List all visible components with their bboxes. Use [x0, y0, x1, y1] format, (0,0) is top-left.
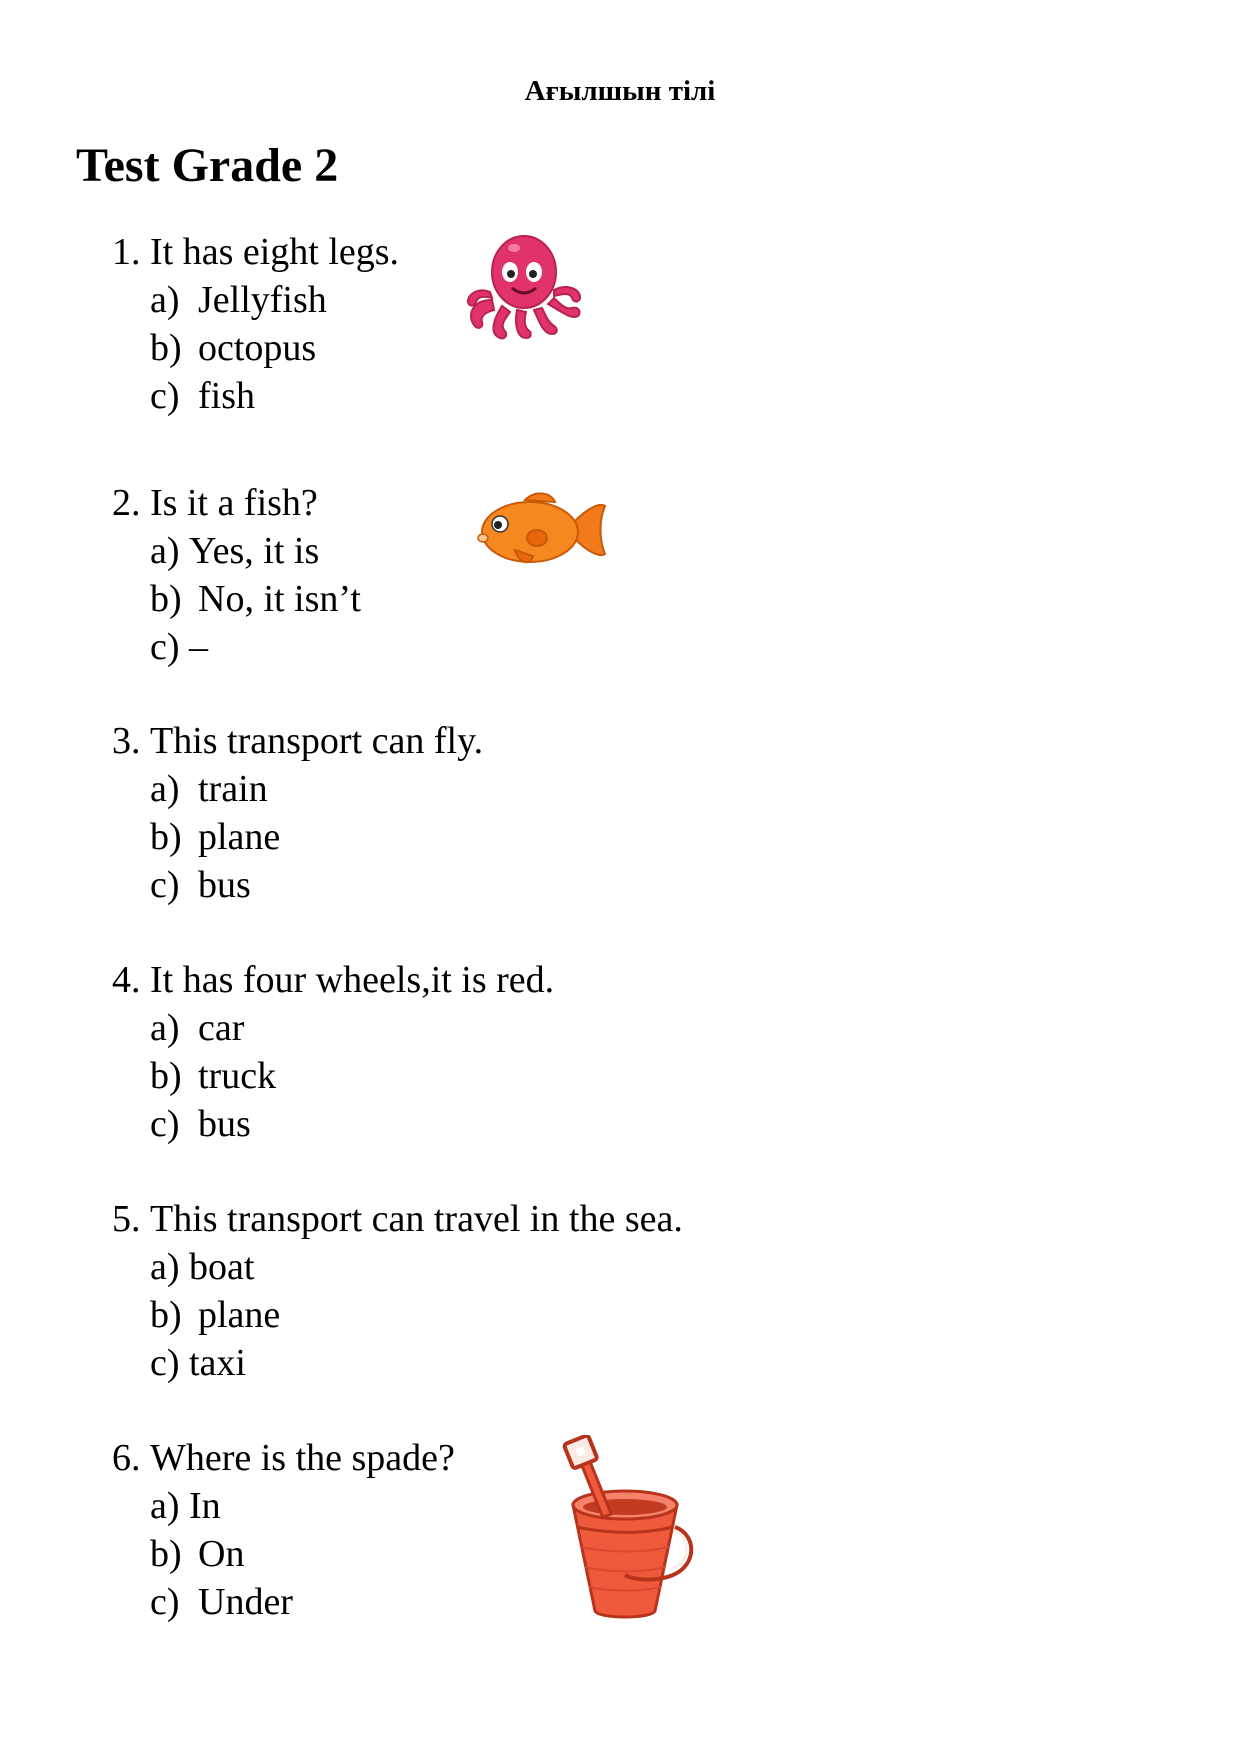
- option-a: a) Jellyfish: [150, 279, 327, 321]
- option-b: b) truck: [150, 1055, 277, 1097]
- option-a: a) car: [150, 1007, 245, 1049]
- page-title: Test Grade 2: [76, 139, 339, 192]
- question-number: 2.: [112, 482, 141, 524]
- option-b: b) On: [150, 1533, 245, 1575]
- subject-heading: Ағылшын тілі: [524, 75, 716, 107]
- question-number: 1.: [112, 231, 141, 273]
- question-prompt: Is it a fish?: [150, 482, 318, 524]
- option-a: a) Yes, it is: [150, 530, 320, 572]
- option-a: a) In: [150, 1485, 221, 1527]
- bucket-and-spade-illustration: [555, 1435, 705, 1625]
- option-b: b) No, it isn’t: [150, 578, 361, 620]
- question-prompt: This transport can travel in the sea.: [150, 1198, 683, 1240]
- option-a: a) train: [150, 768, 268, 810]
- option-b: b) plane: [150, 816, 281, 858]
- option-c: c) taxi: [150, 1342, 246, 1384]
- option-c: c) bus: [150, 1103, 251, 1145]
- option-c: c) bus: [150, 864, 251, 906]
- option-b: b) plane: [150, 1294, 281, 1336]
- question-prompt: This transport can fly.: [150, 720, 484, 762]
- question-prompt: It has eight legs.: [150, 231, 400, 273]
- octopus-illustration: [462, 230, 587, 342]
- question-prompt: Where is the spade?: [150, 1437, 455, 1479]
- question-text: [112, 956, 554, 1004]
- option-a: a) boat: [150, 1246, 255, 1288]
- question-number: 6.: [112, 1437, 141, 1479]
- question-text: [112, 479, 318, 527]
- question-text: [112, 228, 399, 276]
- question-number: 5.: [112, 1198, 141, 1240]
- goldfish-illustration: [475, 490, 610, 570]
- option-c: c) –: [150, 626, 208, 668]
- question-number: 4.: [112, 959, 141, 1001]
- option-b: b) octopus: [150, 327, 317, 369]
- question-text: [112, 1195, 683, 1243]
- question-number: 3.: [112, 720, 141, 762]
- question-text: [112, 1434, 455, 1482]
- option-c: c) Under: [150, 1581, 293, 1623]
- question-prompt: It has four wheels,it is red.: [150, 959, 555, 1001]
- option-c: c) fish: [150, 375, 255, 417]
- question-text: [112, 717, 483, 765]
